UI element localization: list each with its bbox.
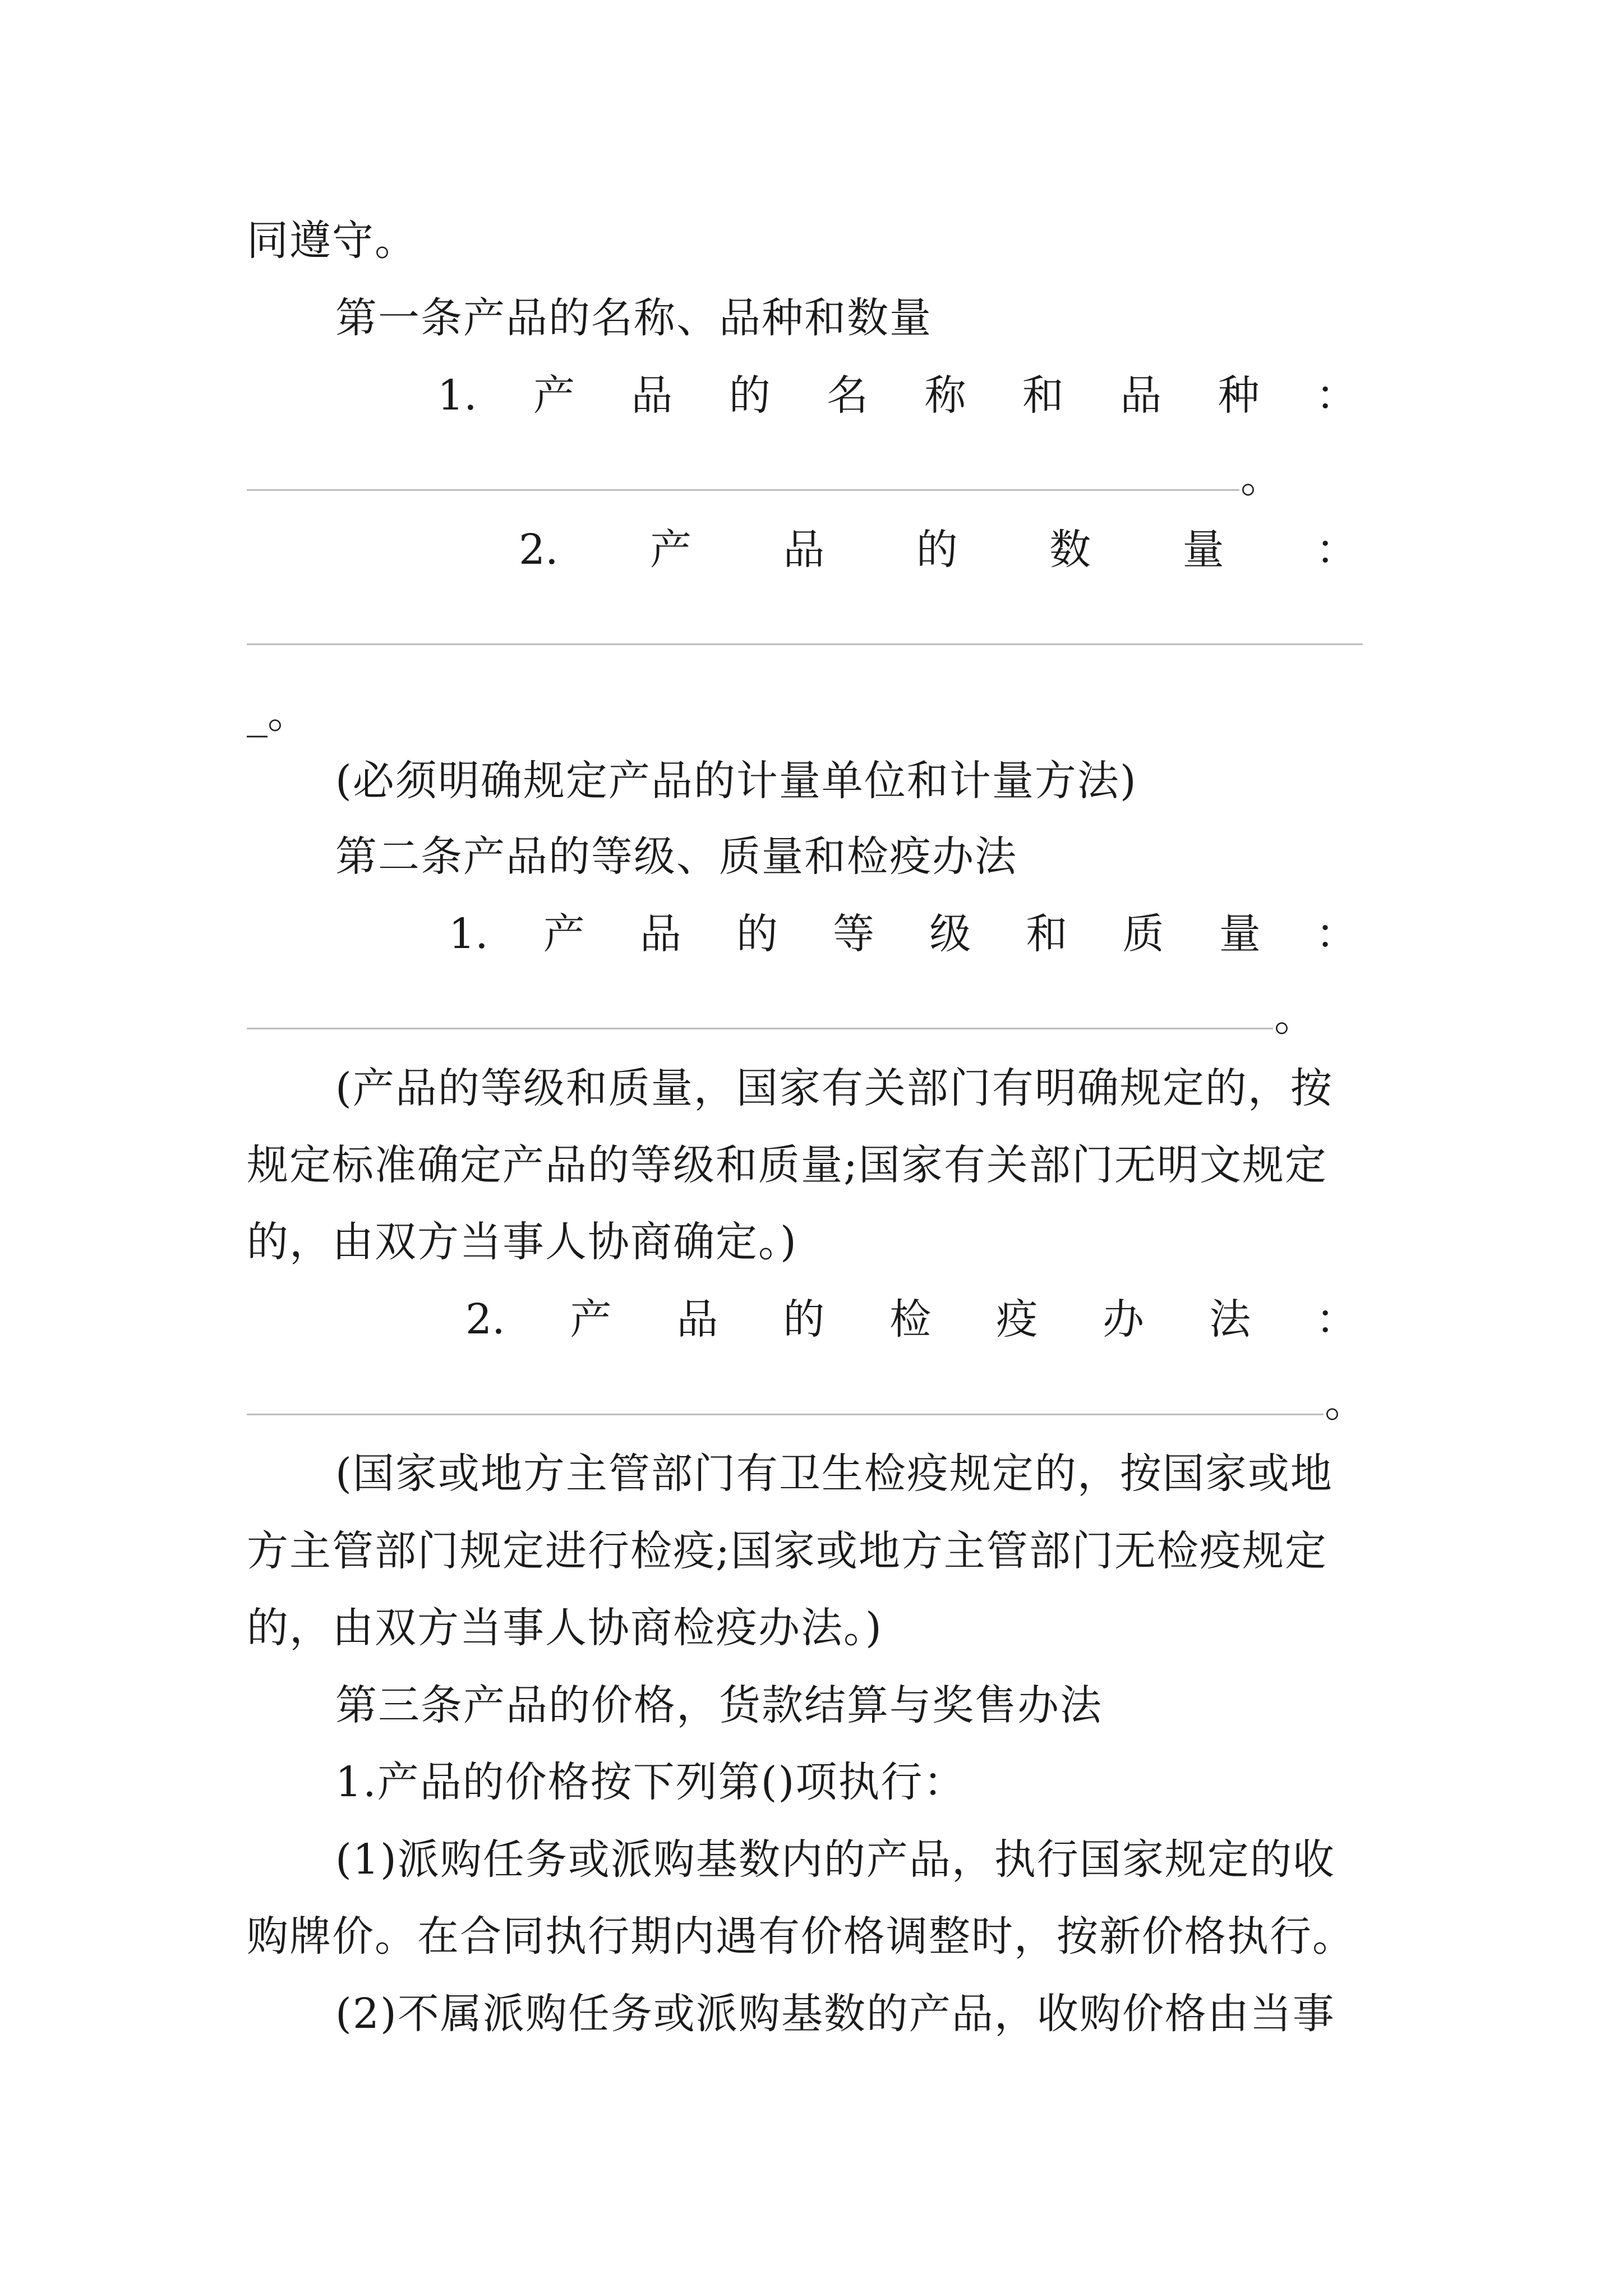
field-label-char: 级 — [929, 910, 971, 958]
blank-product-quantity[interactable] — [247, 643, 1363, 645]
period: 。 — [1274, 992, 1316, 1041]
field-label-char: 产 — [533, 371, 575, 420]
text-line: 1.产品的价格按下列第()项执行： — [335, 1758, 966, 1806]
field-label-char: ： — [1315, 1295, 1357, 1343]
text-line: 同遵守。 — [247, 217, 417, 265]
article-2-heading: 第二条产品的等级、质量和检疫办法 — [335, 832, 1017, 881]
field-label-char: 名 — [827, 371, 869, 420]
field-quarantine-label — [465, 1295, 1357, 1343]
field-label-char: 量 — [1182, 526, 1224, 574]
field-label-char: ： — [1315, 910, 1357, 958]
field-label-char: 品 — [631, 371, 673, 420]
field-label-char: 的 — [783, 1295, 825, 1343]
period: 。 — [1325, 1378, 1366, 1427]
text-line: (产品的等级和质量，国家有关部门有明确规定的，按 — [335, 1064, 1333, 1112]
field-label-char: 产 — [650, 526, 691, 574]
field-product-name-label — [437, 371, 1357, 420]
period: _。 — [247, 689, 309, 738]
text-line: 购牌价。在合同执行期内遇有价格调整时，按新价格执行。 — [247, 1912, 1355, 1961]
field-label-char: 品 — [783, 526, 825, 574]
field-label-char: 品 — [676, 1295, 718, 1343]
field-label-char: 数 — [1049, 526, 1091, 574]
field-label-char: 1. — [437, 371, 477, 420]
field-label-char: 2. — [519, 526, 559, 574]
field-label-char: 等 — [833, 910, 875, 958]
field-label-char: 产 — [570, 1295, 612, 1343]
field-label-char: 的 — [736, 910, 778, 958]
text-line: (国家或地方主管部门有卫生检疫规定的，按国家或地 — [335, 1450, 1333, 1498]
field-label-char: 称 — [924, 371, 966, 420]
field-label-char: 的 — [728, 371, 771, 420]
field-label-char: 品 — [1120, 371, 1162, 420]
blank-grade-quality[interactable] — [247, 1028, 1273, 1029]
field-label-char: 和 — [1026, 910, 1068, 958]
field-label-char: 2. — [465, 1295, 505, 1343]
blank-product-name[interactable] — [247, 489, 1239, 491]
field-label-char: 产 — [543, 910, 585, 958]
field-label-char: 检 — [889, 1295, 932, 1343]
article-3-heading: 第三条产品的价格，货款结算与奖售办法 — [335, 1681, 1103, 1729]
field-label-char: 种 — [1218, 371, 1260, 420]
field-label-char: 办 — [1103, 1295, 1145, 1343]
text-line: 的，由双方当事人协商确定。) — [247, 1218, 797, 1266]
field-label-char: 和 — [1022, 371, 1064, 420]
text-line: (1)派购任务或派购基数内的产品，执行国家规定的收 — [335, 1835, 1335, 1884]
period: 。 — [1241, 454, 1282, 502]
text-line: 的，由双方当事人协商检疫办法。) — [247, 1604, 883, 1652]
blank-quarantine-method[interactable] — [247, 1414, 1324, 1415]
field-label-char: 质 — [1122, 910, 1164, 958]
field-label-char: ： — [1315, 371, 1357, 420]
field-label-char: 疫 — [996, 1295, 1038, 1343]
field-grade-quality-label — [449, 910, 1357, 958]
field-label-char: ： — [1315, 526, 1357, 574]
field-label-char: 的 — [916, 526, 958, 574]
field-label-char: 法 — [1209, 1295, 1251, 1343]
field-label-char: 量 — [1219, 910, 1261, 958]
text-line: (2)不属派购任务或派购基数的产品，收购价格由当事 — [335, 1990, 1335, 2038]
text-line: (必须明确规定产品的计量单位和计量方法) — [335, 757, 1137, 805]
field-product-quantity-label — [519, 526, 1357, 574]
text-line: 方主管部门规定进行检疫;国家或地方主管部门无检疫规定 — [247, 1527, 1327, 1575]
field-label-char: 品 — [639, 910, 681, 958]
article-1-heading: 第一条产品的名称、品种和数量 — [335, 294, 932, 342]
field-label-char: 1. — [449, 910, 488, 958]
text-line: 规定标准确定产品的等级和质量;国家有关部门无明文规定 — [247, 1141, 1327, 1189]
